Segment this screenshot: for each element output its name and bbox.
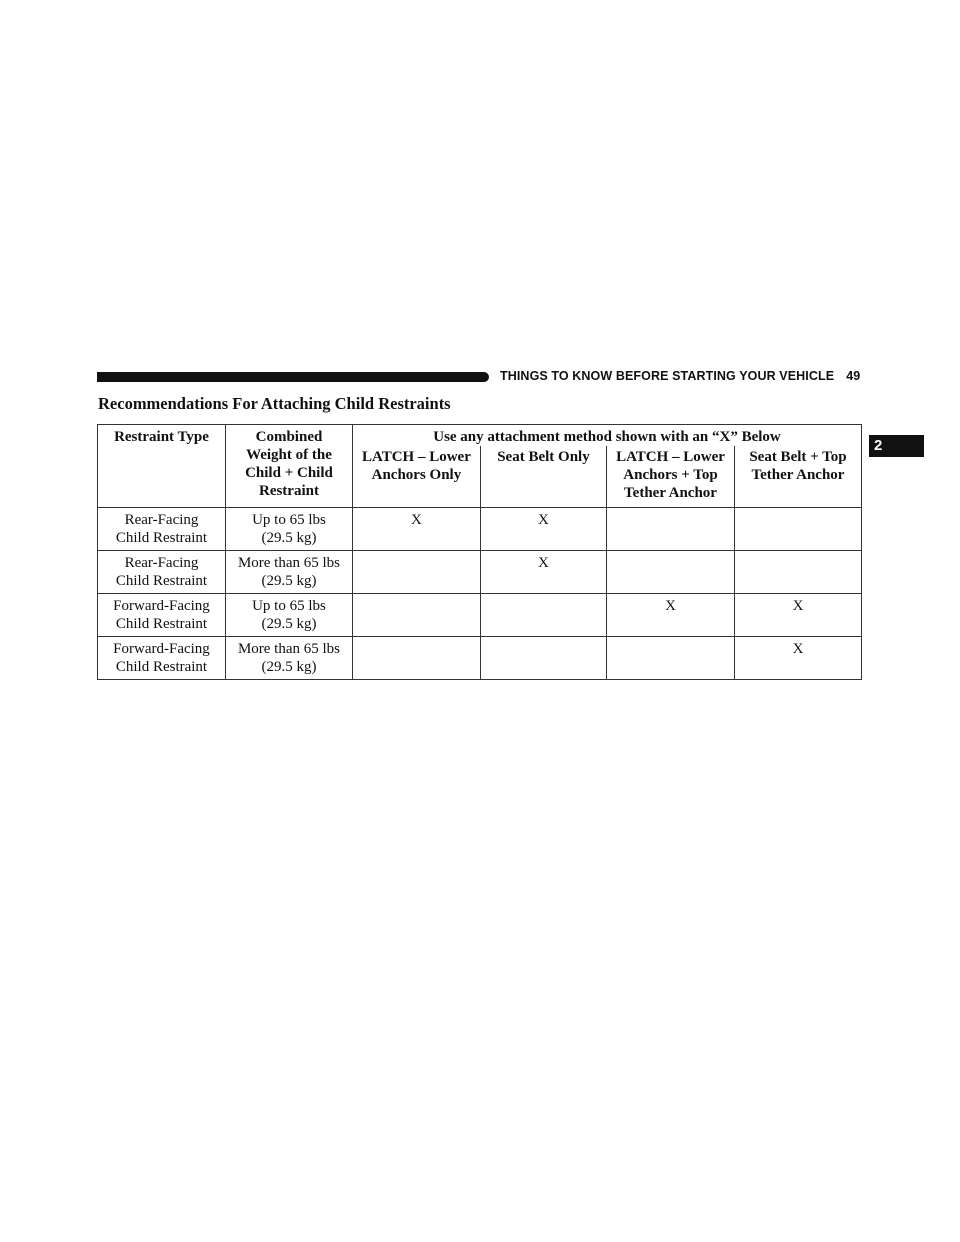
cell-mark: X [352, 508, 480, 551]
header-method-latch-lower: LATCH – Lower Anchors Only [352, 446, 480, 508]
header-section-title: THINGS TO KNOW BEFORE STARTING YOUR VEHICLE [500, 369, 835, 383]
cell-mark: X [734, 637, 861, 680]
cell-weight: More than 65 lbs (29.5 kg) [225, 637, 352, 680]
chapter-tab: 2 [869, 435, 924, 457]
table-row [98, 594, 862, 637]
cell-mark [734, 551, 861, 594]
cell-mark [352, 551, 480, 594]
header-combined-weight [225, 425, 352, 508]
cell-mark [352, 637, 480, 680]
cell-restraint-type: Rear-Facing Child Restraint [98, 551, 226, 594]
header-restraint-type: Restraint Type [98, 425, 226, 508]
cell-mark: X [607, 594, 735, 637]
cell-weight: More than 65 lbs (29.5 kg) [225, 551, 352, 594]
cell-mark: X [734, 594, 861, 637]
table-row [98, 637, 862, 680]
header-combined-weight-text: Combined Weight of the Child + Child Restraint [245, 429, 333, 499]
page-number: 49 [846, 369, 861, 383]
cell-weight: Up to 65 lbs (29.5 kg) [225, 508, 352, 551]
header-method-seat-belt: Seat Belt Only [480, 446, 606, 508]
cell-mark [480, 594, 606, 637]
cell-weight: Up to 65 lbs (29.5 kg) [225, 594, 352, 637]
cell-restraint-type: Forward-Facing Child Restraint [98, 637, 226, 680]
cell-mark: X [480, 508, 606, 551]
cell-mark [734, 508, 861, 551]
child-restraint-table [97, 424, 862, 680]
cell-restraint-type: Rear-Facing Child Restraint [98, 508, 226, 551]
header-method-latch-tether: LATCH – Lower Anchors + Top Tether Anchor [607, 446, 735, 508]
table-row [98, 551, 862, 594]
header-rule [97, 372, 489, 382]
cell-mark: X [480, 551, 606, 594]
cell-restraint-type: Forward-Facing Child Restraint [98, 594, 226, 637]
cell-mark [480, 637, 606, 680]
cell-mark [352, 594, 480, 637]
header-method-belt-tether: Seat Belt + Top Tether Anchor [734, 446, 861, 508]
header-attachment-group: Use any attachment method shown with an “X” Below [352, 425, 861, 447]
running-header [500, 369, 860, 383]
table-row [98, 508, 862, 551]
cell-mark [607, 551, 735, 594]
cell-mark [607, 637, 735, 680]
section-title: Recommendations For Attaching Child Restraints [98, 394, 451, 413]
cell-mark [607, 508, 735, 551]
